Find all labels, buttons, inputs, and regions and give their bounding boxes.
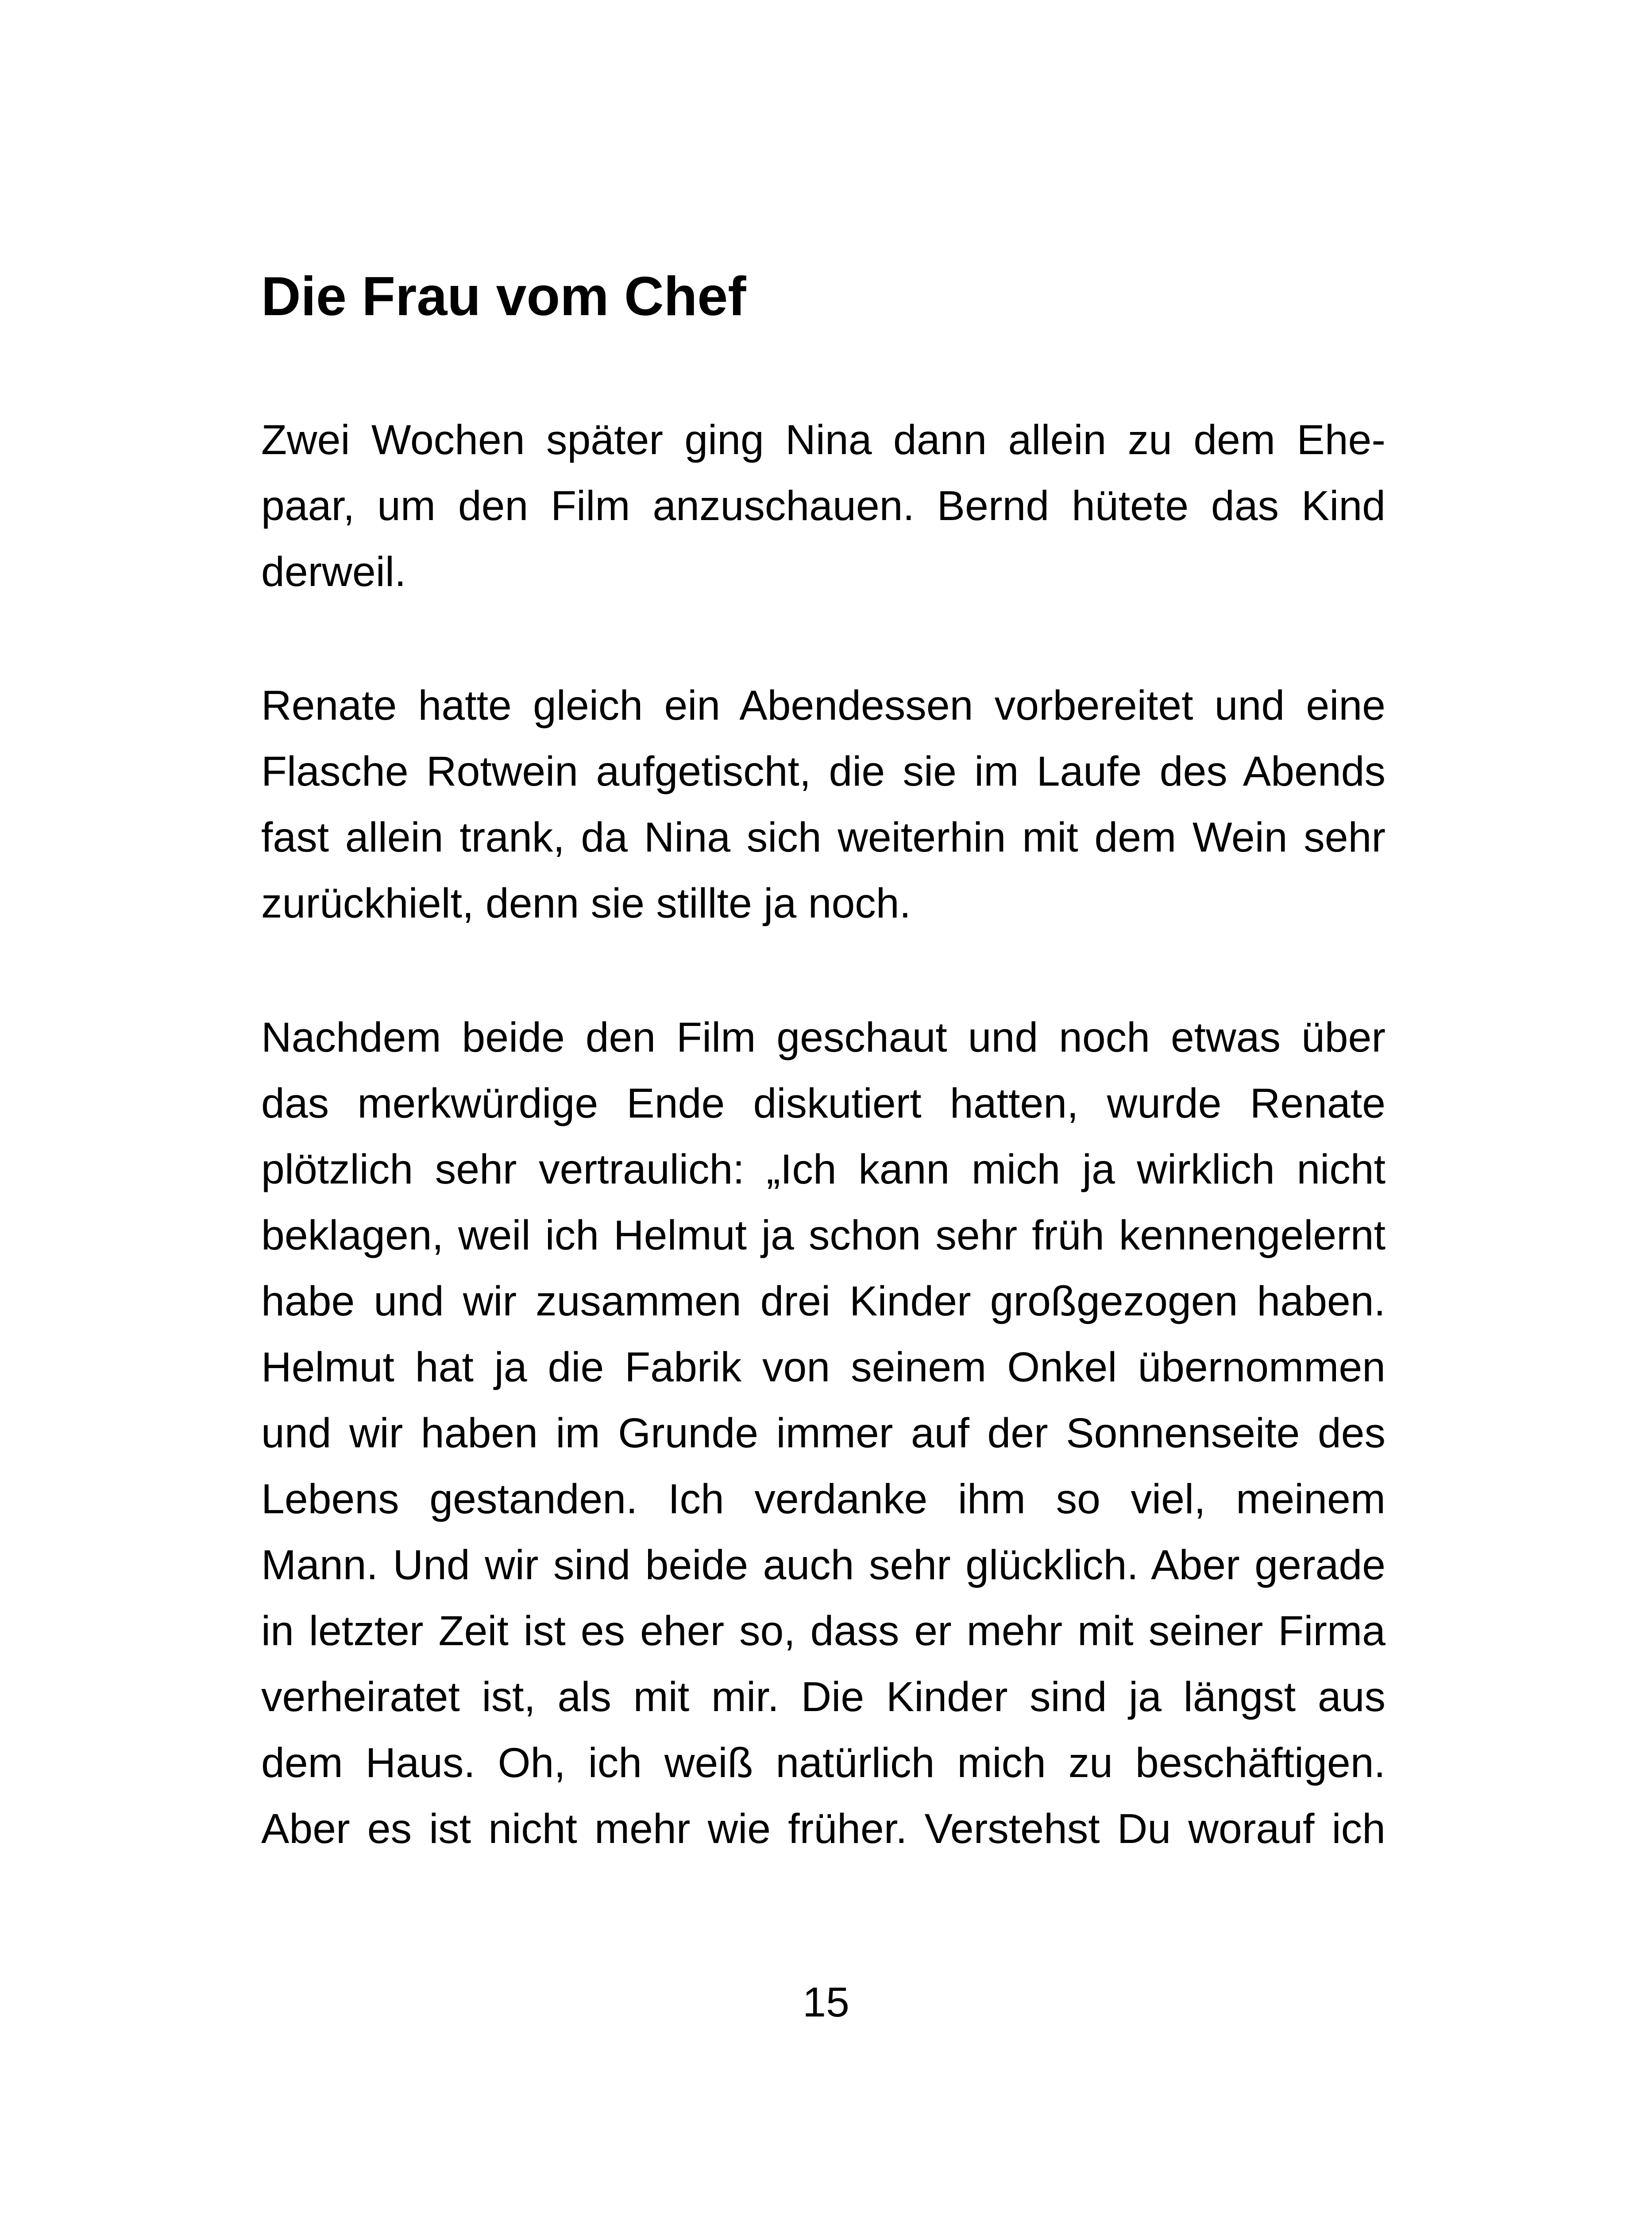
- paragraph: [261, 407, 1386, 605]
- text-line: Zwei Wochen später ging Nina dann allein zu dem Ehe-: [261, 416, 1386, 463]
- text-line: Mann. Und wir sind beide auch sehr glücklich. Aber gerade: [261, 1542, 1386, 1588]
- text-line: zurückhielt, denn sie stillte ja noch.: [261, 880, 911, 927]
- text-line: Nachdem beide den Film geschaut und noch etwas über: [261, 1014, 1386, 1061]
- text-line: Helmut hat ja die Fabrik von seinem Onkel übernommen: [261, 1344, 1386, 1391]
- text-line: in letzter Zeit ist es eher so, dass er mehr mit seiner Firma: [261, 1608, 1386, 1654]
- text-line: derweil.: [261, 548, 406, 595]
- paragraph: [261, 1005, 1386, 1862]
- text-line: Flasche Rotwein aufgetischt, die sie im Laufe des Abends: [261, 748, 1386, 795]
- page-number: 15: [803, 1979, 849, 2026]
- text-line: Renate hatte gleich ein Abendessen vorbereitet und eine: [261, 682, 1386, 729]
- text-line: dem Haus. Oh, ich weiß natürlich mich zu beschäftigen.: [261, 1739, 1386, 1786]
- text-line: beklagen, weil ich Helmut ja schon sehr früh kennengelernt: [261, 1212, 1386, 1259]
- text-line: plötzlich sehr vertraulich: „Ich kann mich ja wirklich nicht: [261, 1146, 1386, 1193]
- text-line: paar, um den Film anzuschauen. Bernd hütete das Kind: [261, 482, 1386, 529]
- text-line: verheiratet ist, als mit mir. Die Kinder sind ja längst aus: [261, 1673, 1386, 1720]
- text-line: habe und wir zusammen drei Kinder großgezogen haben.: [261, 1278, 1386, 1325]
- paragraph: [261, 673, 1386, 937]
- chapter-title: Die Frau vom Chef: [261, 266, 746, 327]
- text-line: fast allein trank, da Nina sich weiterhin mit dem Wein sehr: [261, 814, 1386, 861]
- text-line: und wir haben im Grunde immer auf der Sonnenseite des: [261, 1410, 1386, 1457]
- text-line: Lebens gestanden. Ich verdanke ihm so viel, meinem: [261, 1476, 1386, 1523]
- text-line: das merkwürdige Ende diskutiert hatten, wurde Renate: [261, 1080, 1386, 1127]
- text-line: Aber es ist nicht mehr wie früher. Verstehst Du worauf ich: [261, 1805, 1386, 1852]
